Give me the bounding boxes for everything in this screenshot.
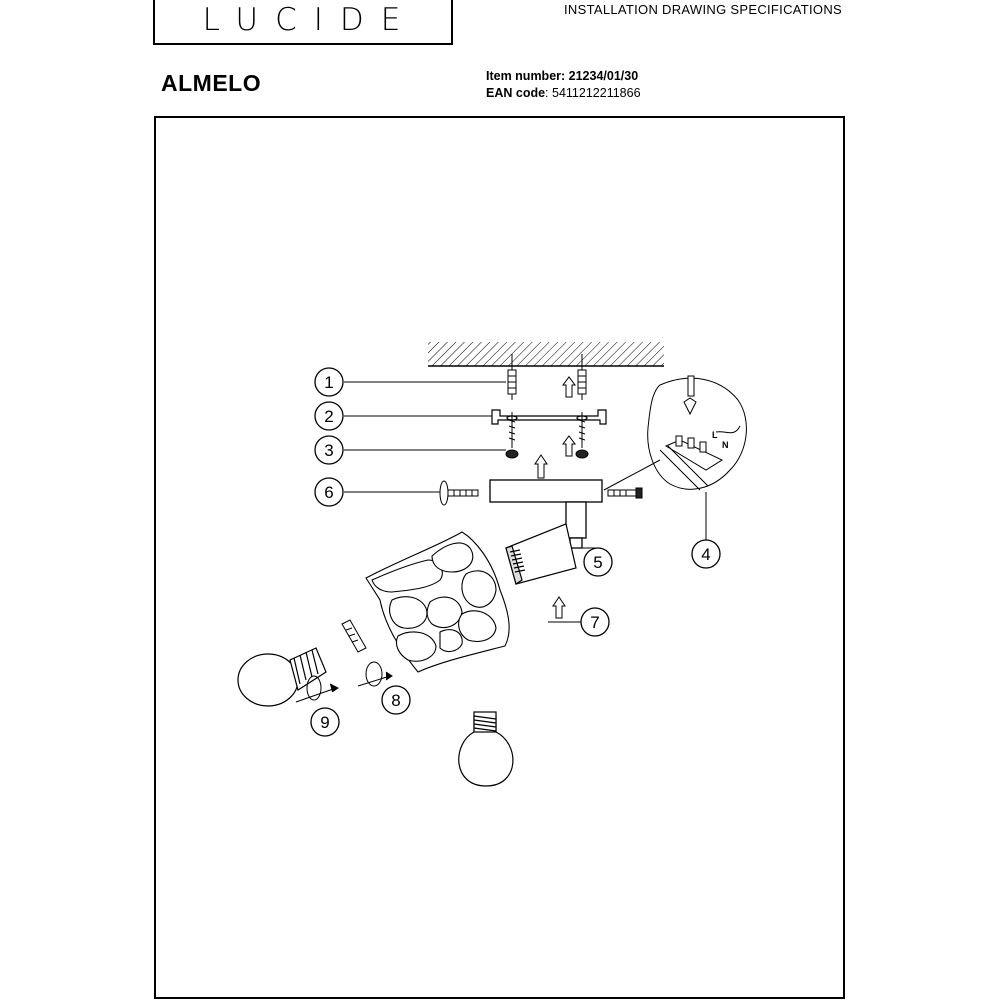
- spare-bulb-icon: [459, 712, 513, 786]
- mounting-bracket-icon: [492, 410, 606, 424]
- document-title: INSTALLATION DRAWING SPECIFICATIONS: [564, 2, 842, 17]
- rotate-icon: [358, 662, 392, 686]
- arrow-up-icon: [553, 597, 565, 618]
- callout-6: 6: [324, 483, 334, 502]
- end-cap-screw-icon: [440, 481, 478, 505]
- arrow-up-icon: [563, 377, 575, 397]
- retaining-ring-icon: [342, 620, 366, 652]
- stone-shade-icon: [366, 532, 509, 672]
- ean-code-label: EAN code: [486, 86, 546, 100]
- callout-9: 9: [320, 713, 330, 732]
- ean-code-row: EAN code: 5411212211866: [486, 86, 641, 100]
- wire-label-n: N: [722, 440, 729, 450]
- callout-3: 3: [324, 441, 334, 460]
- spot-socket-icon: [506, 524, 576, 584]
- item-number-row: Item number: 21234/01/30: [486, 69, 639, 83]
- wiring-detail-icon: [604, 376, 746, 540]
- callout-1: 1: [324, 373, 334, 392]
- arrow-up-icon: [535, 455, 547, 478]
- callout-4: 4: [701, 545, 711, 564]
- item-number-label: Item number: [486, 69, 562, 83]
- product-name: ALMELO: [161, 70, 262, 96]
- callout-8: 8: [391, 691, 401, 710]
- brand-logo-text: LUCIDE: [202, 2, 418, 38]
- side-screw-icon: [608, 488, 642, 498]
- ean-code-value: 5411212211866: [552, 86, 641, 100]
- item-number-value: 21234/01/30: [568, 69, 639, 83]
- ceiling-hatch: [428, 342, 664, 366]
- callout-5: 5: [593, 553, 603, 572]
- bulb-icon: [238, 648, 326, 706]
- callout-2: 2: [324, 407, 334, 426]
- wire-label-l: L: [712, 430, 718, 440]
- callout-7: 7: [590, 613, 600, 632]
